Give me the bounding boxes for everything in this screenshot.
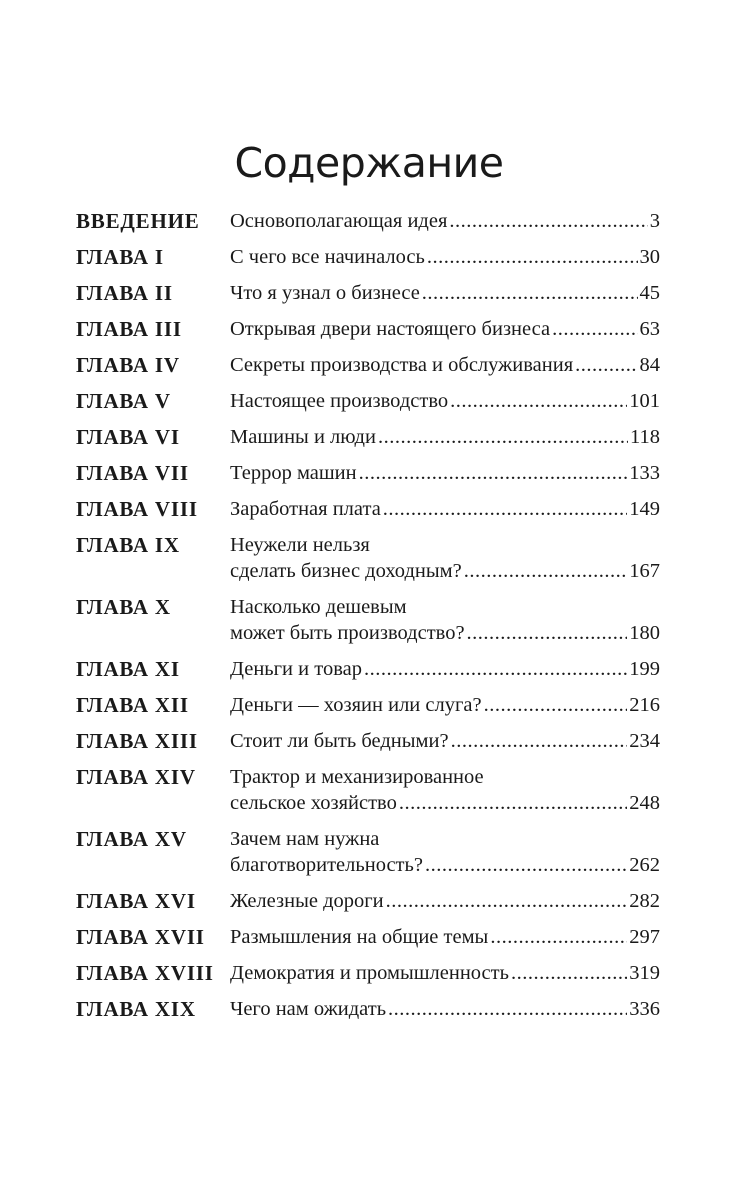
chapter-title-line	[230, 656, 660, 682]
toc-entry	[76, 656, 660, 682]
chapter-title-text: Трактор и механизированное	[230, 766, 484, 788]
chapter-label: ГЛАВА XIII	[76, 729, 198, 753]
chapter-title	[230, 692, 660, 718]
chapter-label: ГЛАВА III	[76, 317, 182, 341]
chapter-title-text: Что я узнал о бизнесе	[230, 282, 420, 304]
table-of-contents	[76, 208, 660, 1032]
chapter-title-text: Машины и люди	[230, 426, 376, 448]
dot-leader	[484, 692, 628, 718]
chapter-label: ВВЕДЕНИЕ	[76, 209, 200, 233]
chapter-title	[230, 424, 660, 450]
chapter-title	[230, 316, 660, 342]
dot-leader	[422, 280, 638, 306]
dot-leader	[383, 496, 627, 522]
toc-entry	[76, 764, 660, 816]
chapter-title	[230, 996, 660, 1022]
page-title: Содержание	[234, 139, 504, 188]
page-number: 234	[629, 730, 660, 752]
chapter-label: ГЛАВА VI	[76, 425, 180, 449]
dot-leader	[449, 208, 647, 234]
chapter-title-line	[230, 496, 660, 522]
page-number: 248	[629, 792, 660, 814]
chapter-label: ГЛАВА XV	[76, 827, 187, 851]
chapter-title-line	[230, 960, 660, 986]
chapter-label: ГЛАВА VIII	[76, 497, 198, 521]
chapter-title-line	[230, 888, 660, 914]
chapter-title-line	[230, 280, 660, 306]
chapter-title	[230, 460, 660, 486]
chapter-title-text: Секреты производства и обслуживания	[230, 354, 574, 376]
toc-entry	[76, 316, 660, 342]
chapter-title-text: Насколько дешевым	[230, 596, 407, 618]
dot-leader	[386, 888, 628, 914]
chapter-title-line	[230, 532, 660, 558]
chapter-title	[230, 594, 660, 646]
chapter-title	[230, 496, 660, 522]
chapter-title	[230, 656, 660, 682]
page-number: 336	[629, 998, 660, 1020]
chapter-label: ГЛАВА XVI	[76, 889, 196, 913]
page-number: 216	[629, 694, 660, 716]
chapter-label: ГЛАВА X	[76, 595, 171, 619]
chapter-label: ГЛАВА IX	[76, 533, 180, 557]
toc-entry	[76, 208, 660, 234]
dot-leader	[388, 996, 627, 1022]
chapter-title-text: Демократия и промышленность	[230, 962, 509, 984]
dot-leader	[467, 620, 628, 646]
page-number: 30	[639, 246, 660, 268]
chapter-title	[230, 728, 660, 754]
chapter-title-line	[230, 388, 660, 414]
chapter-title	[230, 352, 660, 378]
chapter-label: ГЛАВА IV	[76, 353, 180, 377]
toc-entry	[76, 532, 660, 584]
dot-leader	[378, 424, 628, 450]
page-number: 118	[630, 426, 660, 448]
dot-leader	[399, 790, 627, 816]
chapter-title-text: Чего нам ожидать	[230, 998, 387, 1020]
page-number: 319	[629, 962, 660, 984]
chapter-title-text: Деньги и товар	[230, 658, 362, 680]
page-number: 180	[629, 622, 660, 644]
chapter-title-line	[230, 852, 660, 878]
dot-leader	[359, 460, 628, 486]
page-number: 3	[649, 210, 660, 232]
chapter-label: ГЛАВА XVII	[76, 925, 205, 949]
toc-entry	[76, 460, 660, 486]
chapter-title-line	[230, 924, 660, 950]
page-number: 262	[629, 854, 660, 876]
page-number: 199	[629, 658, 660, 680]
chapter-title-text: Основополагающая идея	[230, 210, 448, 232]
toc-entry	[76, 728, 660, 754]
chapter-label: ГЛАВА I	[76, 245, 164, 269]
chapter-title-line	[230, 460, 660, 486]
chapter-title-line	[230, 594, 660, 620]
chapter-title-text: Настоящее производство	[230, 390, 449, 412]
dot-leader	[511, 960, 627, 986]
page-number: 167	[629, 560, 660, 582]
toc-entry	[76, 424, 660, 450]
chapter-title	[230, 960, 660, 986]
chapter-title-line	[230, 244, 660, 270]
dot-leader	[364, 656, 627, 682]
toc-entry	[76, 280, 660, 306]
toc-entry	[76, 594, 660, 646]
chapter-title-line	[230, 826, 660, 852]
dot-leader	[425, 852, 627, 878]
chapter-label: ГЛАВА XIX	[76, 997, 196, 1021]
chapter-label: ГЛАВА VII	[76, 461, 189, 485]
chapter-title	[230, 532, 660, 584]
chapter-title-line	[230, 728, 660, 754]
chapter-title-line	[230, 790, 660, 816]
page-number: 45	[639, 282, 660, 304]
toc-entry	[76, 996, 660, 1022]
chapter-title	[230, 388, 660, 414]
chapter-title-text: С чего все начиналось	[230, 246, 425, 268]
chapter-title-line	[230, 208, 660, 234]
chapter-title-line	[230, 764, 660, 790]
page-number: 282	[629, 890, 660, 912]
chapter-title-line	[230, 424, 660, 450]
chapter-title	[230, 924, 660, 950]
dot-leader	[552, 316, 637, 342]
chapter-title-text: благотворительность?	[230, 854, 423, 876]
toc-entry	[76, 388, 660, 414]
chapter-title-line	[230, 558, 660, 584]
dot-leader	[427, 244, 638, 270]
toc-entry	[76, 496, 660, 522]
chapter-title-text: сельское хозяйство	[230, 792, 397, 814]
dot-leader	[450, 388, 627, 414]
chapter-title-line	[230, 316, 660, 342]
page-number: 133	[629, 462, 660, 484]
chapter-label: ГЛАВА XIV	[76, 765, 196, 789]
page-number: 63	[639, 318, 660, 340]
chapter-label: ГЛАВА XI	[76, 657, 180, 681]
toc-entry	[76, 352, 660, 378]
chapter-title-text: Террор машин	[230, 462, 357, 484]
page-number: 297	[629, 926, 660, 948]
chapter-title-text: Зачем нам нужна	[230, 828, 380, 850]
chapter-title-text: Открывая двери настоящего бизнеса	[230, 318, 551, 340]
chapter-title-text: Железные дороги	[230, 890, 384, 912]
chapter-title-line	[230, 996, 660, 1022]
chapter-title-line	[230, 352, 660, 378]
chapter-title	[230, 208, 660, 234]
chapter-title	[230, 764, 660, 816]
chapter-title	[230, 888, 660, 914]
chapter-title	[230, 826, 660, 878]
chapter-label: ГЛАВА XVIII	[76, 961, 214, 985]
chapter-title-line	[230, 620, 660, 646]
toc-entry	[76, 244, 660, 270]
chapter-title-text: Деньги — хозяин или слуга?	[230, 694, 482, 716]
toc-entry	[76, 960, 660, 986]
toc-entry	[76, 924, 660, 950]
chapter-title-line	[230, 692, 660, 718]
toc-entry	[76, 692, 660, 718]
dot-leader	[464, 558, 628, 584]
chapter-label: ГЛАВА V	[76, 389, 171, 413]
chapter-title-text: может быть производство?	[230, 622, 465, 644]
chapter-title	[230, 244, 660, 270]
chapter-title-text: сделать бизнес доходным?	[230, 560, 462, 582]
toc-entry	[76, 826, 660, 878]
chapter-title	[230, 280, 660, 306]
dot-leader	[451, 728, 628, 754]
chapter-title-text: Размышления на общие темы	[230, 926, 489, 948]
chapter-title-text: Стоит ли быть бедными?	[230, 730, 449, 752]
toc-entry	[76, 888, 660, 914]
chapter-title-text: Неужели нельзя	[230, 534, 370, 556]
chapter-label: ГЛАВА II	[76, 281, 173, 305]
page-number: 101	[629, 390, 660, 412]
page-number: 84	[639, 354, 660, 376]
chapter-label: ГЛАВА XII	[76, 693, 189, 717]
dot-leader	[490, 924, 627, 950]
page-number: 149	[629, 498, 660, 520]
chapter-title-text: Заработная плата	[230, 498, 381, 520]
dot-leader	[575, 352, 637, 378]
